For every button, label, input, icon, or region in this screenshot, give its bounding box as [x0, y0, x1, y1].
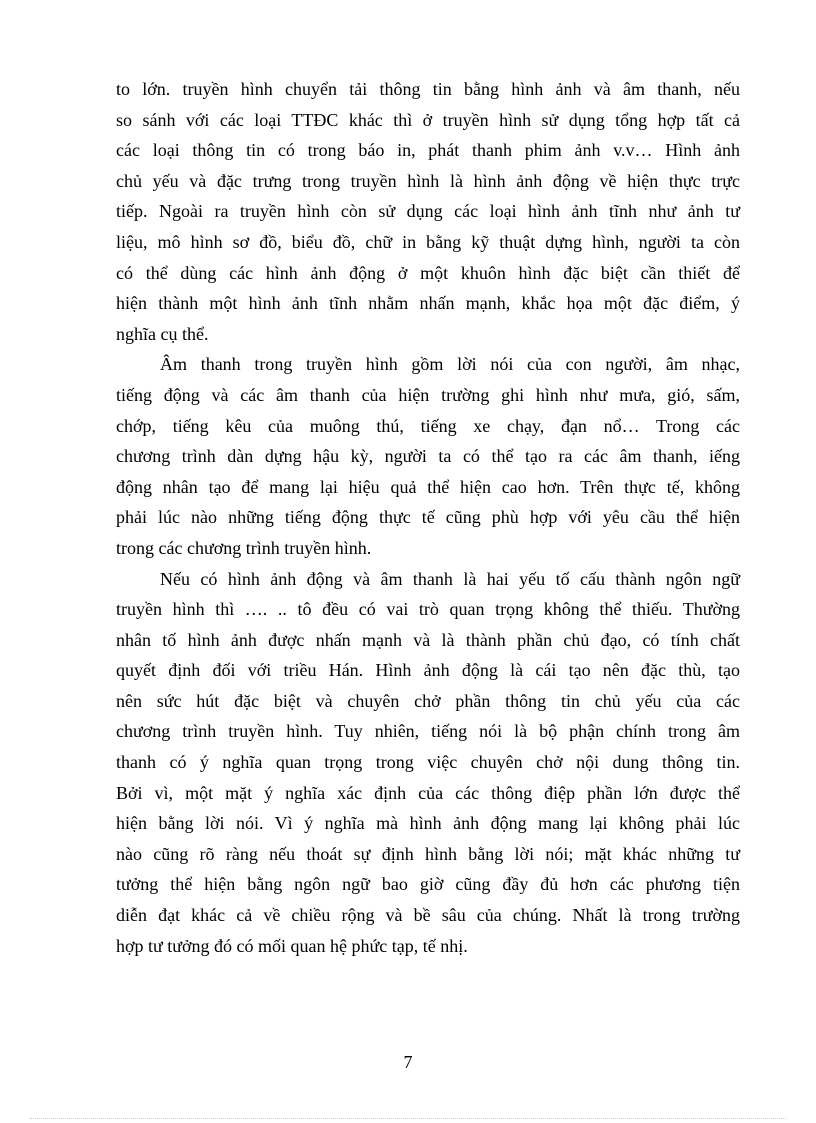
text-line: hiện bằng lời nói. Vì ý nghĩa mà hình ảnh động mang lại không phải lúc [116, 813, 740, 834]
text-line: to lớn. truyền hình chuyển tải thông tin bằng hình ảnh và âm thanh, nếu [116, 79, 740, 99]
text-line: hiện thành một hình ảnh tĩnh nhằm nhấn mạnh, khắc họa một đặc điểm, ý [116, 293, 740, 314]
text-line: nhân tố hình ảnh được nhấn mạnh và là thành phần chủ đạo, có tính chất [116, 629, 740, 650]
text-line: phải lúc nào những tiếng động thực tế cũng phù hợp với yêu cầu thể hiện [116, 507, 740, 528]
text-line: các loại thông tin có trong báo in, phát thanh phim ảnh v.v… Hình ảnh [116, 140, 740, 161]
text-line: truyền hình thì …. .. tô đều có vai trò quan trọng không thể thiếu. Thường [116, 599, 740, 620]
text-line: động nhân tạo để mang lại hiệu quả thể hiện cao hơn. Trên thực tế, không [116, 476, 740, 497]
text-line: tiếng động và các âm thanh của hiện trường ghi hình như mưa, gió, sấm, [116, 384, 740, 405]
paragraph-1 [116, 74, 740, 349]
text-line: thanh có ý nghĩa quan trọng trong việc chuyên chở nội dung thông tin. [116, 752, 740, 773]
text-line: Nếu có hình ảnh động và âm thanh là hai yếu tố cấu thành ngôn ngữ [160, 568, 740, 589]
text-line: chủ yếu và đặc trưng trong truyền hình là hình ảnh động về hiện thực trực [116, 170, 740, 191]
text-line: liệu, mô hình sơ đồ, biểu đồ, chữ in bằng kỹ thuật dựng hình, người ta còn [116, 231, 740, 252]
text-line: nào cũng rõ ràng nếu thoát sự định hình bằng lời nói; mặt khác những tư [116, 843, 740, 864]
text-line: nên sức hút đặc biệt và chuyên chở phần thông tin chủ yếu của các [116, 690, 740, 711]
page-bottom-divider [30, 1118, 786, 1119]
text-line: quyết định đối với triều Hán. Hình ảnh động là cái tạo nên đặc thù, tạo [116, 660, 740, 681]
paragraph-3 [116, 564, 740, 962]
text-line: so sánh với các loại TTĐC khác thì ở truyền hình sử dụng tổng hợp tất cả [116, 109, 740, 130]
text-line: chớp, tiếng kêu của muông thú, tiếng xe chạy, đạn nổ… Trong các [116, 415, 740, 436]
paragraph-2 [116, 349, 740, 563]
text-line: tưởng thể hiện bằng ngôn ngữ bao giờ cũng đầy đủ hơn các phương tiện [116, 874, 740, 895]
text-line: chương trình dàn dựng hậu kỳ, người ta có thể tạo ra các âm thanh, iếng [116, 446, 740, 467]
text-line: Âm thanh trong truyền hình gồm lời nói của con người, âm nhạc, [160, 354, 740, 375]
text-line: có thể dùng các hình ảnh động ở một khuôn hình đặc biệt cần thiết để [116, 262, 740, 283]
text-line: diễn đạt khác cả về chiều rộng và bề sâu của chúng. Nhất là trong trường [116, 905, 740, 926]
text-line: hợp tư tưởng đó có mối quan hệ phức tạp, tế nhị. [116, 935, 468, 956]
text-line: trong các chương trình truyền hình. [116, 537, 372, 558]
text-line: Bởi vì, một mặt ý nghĩa xác định của các thông điệp phần lớn được thể [116, 782, 740, 803]
text-line: nghĩa cụ thể. [116, 323, 209, 344]
text-line: tiếp. Ngoài ra truyền hình còn sử dụng các loại hình ảnh tĩnh như ảnh tư [116, 201, 740, 222]
page-number: 7 [403, 1052, 413, 1072]
body-text [116, 74, 740, 961]
text-line: chương trình truyền hình. Tuy nhiên, tiếng nói là bộ phận chính trong âm [116, 721, 740, 742]
